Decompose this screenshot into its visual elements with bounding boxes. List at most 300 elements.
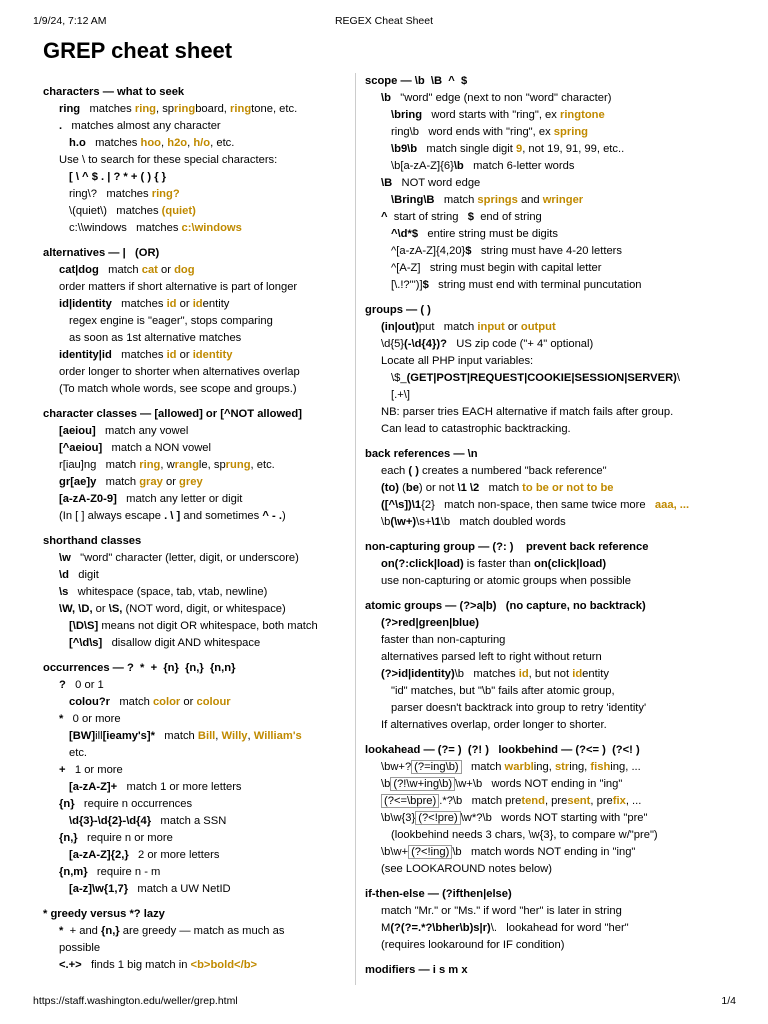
cheat-line bbox=[365, 192, 745, 209]
line-text: \d{3}-\d{2}-\d{4} bbox=[69, 815, 152, 827]
section-heading bbox=[43, 245, 353, 262]
line-text: \b match doubled words bbox=[440, 516, 566, 528]
line-text: alternatives — | (OR) bbox=[43, 247, 160, 259]
line-text: ^[A-Z] bbox=[391, 262, 421, 274]
line-text: , etc. bbox=[250, 459, 275, 471]
line-text: $ bbox=[422, 279, 429, 291]
line-text: disallow digit AND whitespace bbox=[102, 637, 261, 649]
line-text: and sometimes bbox=[180, 510, 263, 522]
line-text: or bbox=[176, 349, 193, 361]
line-text: matches bbox=[111, 349, 167, 361]
line-text: match any vowel bbox=[95, 425, 189, 437]
line-text: \ bbox=[676, 372, 680, 384]
match-example: Bill bbox=[197, 730, 216, 742]
line-text: string must have 4-20 letters bbox=[471, 245, 622, 257]
line-text: lookahead — (?= ) (?! ) lookbehind — (?<= ) (?<! ) bbox=[365, 744, 640, 756]
line-text: \1 bbox=[411, 499, 422, 511]
line-text: or bbox=[176, 298, 193, 310]
line-text: \b bbox=[381, 92, 391, 104]
cheat-line bbox=[43, 296, 353, 313]
cheat-line bbox=[365, 336, 745, 353]
line-text: or bbox=[180, 696, 197, 708]
cheat-line bbox=[365, 810, 745, 827]
match-example: tend bbox=[521, 795, 545, 807]
line-text: \s bbox=[59, 586, 69, 598]
line-text: \W, \D, bbox=[59, 603, 96, 615]
line-text: whitespace (space, tab, vtab, newline) bbox=[68, 586, 268, 598]
line-text: etc. bbox=[69, 747, 88, 759]
section-heading bbox=[365, 598, 745, 615]
section-heading bbox=[43, 660, 353, 677]
line-text: match 1 or more letters bbox=[117, 781, 242, 793]
section-gap bbox=[365, 438, 745, 446]
line-text: shorthand classes bbox=[43, 535, 142, 547]
line-text: [ieamy's]* bbox=[102, 730, 155, 742]
cheat-line bbox=[365, 421, 745, 438]
cheat-line bbox=[365, 700, 745, 717]
section-heading bbox=[43, 533, 353, 550]
match-example: warbl bbox=[504, 761, 534, 773]
cheat-line bbox=[43, 830, 353, 847]
section-gap bbox=[365, 734, 745, 742]
section-gap bbox=[365, 531, 745, 539]
line-text: order longer to shorter when alternatives overlap bbox=[59, 366, 300, 378]
cheat-line bbox=[365, 556, 745, 573]
line-text: (see LOOKAROUND notes below) bbox=[381, 863, 552, 875]
line-text: \b bbox=[453, 160, 464, 172]
cheat-line bbox=[43, 618, 353, 635]
line-text: (\w+) bbox=[390, 516, 417, 528]
cheat-line bbox=[43, 796, 353, 813]
line-text: use non-capturing or atomic groups when possible bbox=[381, 575, 631, 587]
line-text: . \ ] bbox=[164, 510, 181, 522]
line-text: le, sp bbox=[198, 459, 226, 471]
line-text: , bbox=[247, 730, 254, 742]
line-text: (NOT word, digit, or whitespace) bbox=[122, 603, 286, 615]
cheat-line bbox=[43, 711, 353, 728]
line-text: 2 or more letters bbox=[128, 849, 220, 861]
cheat-line bbox=[43, 847, 353, 864]
cheat-line bbox=[43, 508, 353, 525]
cheat-line bbox=[43, 279, 353, 296]
line-text: characters — what to seek bbox=[43, 86, 185, 98]
line-text: match bbox=[98, 264, 142, 276]
line-text: {n,m} bbox=[59, 866, 88, 878]
line-text: \s+ bbox=[416, 516, 432, 528]
match-example: h2o bbox=[167, 137, 188, 149]
cheat-line bbox=[365, 793, 745, 810]
cheat-line bbox=[43, 864, 353, 881]
cheat-line bbox=[365, 573, 745, 590]
print-url[interactable]: https://staff.washington.edu/weller/grep.html bbox=[33, 995, 238, 1007]
match-example: id bbox=[192, 298, 203, 310]
cheat-line bbox=[43, 677, 353, 694]
section-gap bbox=[365, 878, 745, 886]
line-text: , w bbox=[160, 459, 175, 471]
cheat-line bbox=[43, 118, 353, 135]
cheat-line bbox=[43, 491, 353, 508]
line-text: be bbox=[405, 482, 419, 494]
line-text: \w bbox=[59, 552, 71, 564]
section-heading bbox=[365, 539, 745, 556]
section-heading bbox=[43, 406, 353, 423]
line-text: "word" character (letter, digit, or underscore) bbox=[70, 552, 299, 564]
line-text: $ bbox=[467, 211, 474, 223]
line-text: \w+\b words NOT ending in "ing" bbox=[455, 778, 623, 790]
section-gap bbox=[43, 398, 353, 406]
line-text: string must begin with capital letter bbox=[420, 262, 602, 274]
line-text: is faster than bbox=[463, 558, 534, 570]
line-text: or bbox=[504, 321, 521, 333]
line-text: , bbox=[161, 137, 168, 149]
match-example: ring bbox=[139, 459, 161, 471]
line-text: [\.!?"')] bbox=[391, 279, 423, 291]
match-example: ring bbox=[174, 103, 196, 115]
line-text: \d bbox=[59, 569, 69, 581]
cheat-line bbox=[43, 381, 353, 398]
cheat-line bbox=[365, 90, 745, 107]
line-text: modifiers — i s m x bbox=[365, 964, 468, 976]
match-example: Willy bbox=[221, 730, 248, 742]
line-text: ^\d*$ bbox=[391, 228, 419, 240]
line-text: groups — ( ) bbox=[365, 304, 431, 316]
match-example: id bbox=[166, 349, 177, 361]
line-text: or bbox=[162, 476, 180, 488]
section-heading bbox=[365, 73, 745, 90]
cheat-line bbox=[43, 220, 353, 237]
cheat-line bbox=[43, 330, 353, 347]
line-text: NB: parser tries EACH alternative if match fails after group. bbox=[381, 406, 674, 418]
match-example: fish bbox=[590, 761, 611, 773]
line-text: possible bbox=[59, 942, 101, 954]
line-text: \b bbox=[381, 516, 391, 528]
print-datetime: 1/9/24, 7:12 AM bbox=[33, 15, 107, 27]
match-example: c:\windows bbox=[181, 222, 242, 234]
cheat-line bbox=[365, 861, 745, 878]
line-text: parser doesn't backtrack into group to retry 'identity' bbox=[391, 702, 647, 714]
line-text: r[iau]ng bbox=[59, 459, 97, 471]
cheat-line bbox=[365, 319, 745, 336]
line-text: as soon as 1st alternative matches bbox=[69, 332, 242, 344]
line-text: \$_ bbox=[391, 372, 407, 384]
line-text: match a NON vowel bbox=[102, 442, 212, 454]
section-gap bbox=[43, 652, 353, 660]
line-text: 1 or more bbox=[65, 764, 123, 776]
line-text: on(click|load) bbox=[533, 558, 607, 570]
line-text: , but not bbox=[528, 668, 573, 680]
line-text: ( bbox=[399, 482, 406, 494]
line-text: match bbox=[96, 476, 140, 488]
section-heading bbox=[43, 906, 353, 923]
lookaround-pattern: (?!\w+ing\b) bbox=[390, 777, 455, 791]
match-example: fix bbox=[612, 795, 626, 807]
line-text: * bbox=[59, 713, 64, 725]
cheat-line bbox=[365, 107, 745, 124]
line-text: [\D\S] bbox=[69, 620, 99, 632]
line-text: atomic groups — (?>a|b) (no capture, no backtrack) bbox=[365, 600, 646, 612]
line-text: \Bring\B bbox=[391, 194, 435, 206]
line-text: (in|out) bbox=[381, 321, 419, 333]
line-text: matches bbox=[106, 205, 162, 217]
match-example: springs bbox=[477, 194, 518, 206]
lookaround-pattern: (?<!pre) bbox=[415, 811, 460, 825]
cheat-line bbox=[365, 717, 745, 734]
cheat-line bbox=[365, 649, 745, 666]
cheat-line bbox=[43, 957, 353, 974]
cheat-line bbox=[43, 881, 353, 898]
match-example: id bbox=[572, 668, 583, 680]
line-text: require n - m bbox=[87, 866, 161, 878]
cheat-line bbox=[365, 260, 745, 277]
match-example: output bbox=[520, 321, 556, 333]
section-heading bbox=[365, 962, 745, 979]
line-text: "word" edge (next to non "word" character) bbox=[390, 92, 612, 104]
line-text: {2} match non-space, then same twice more bbox=[421, 499, 655, 511]
cheat-line bbox=[43, 347, 353, 364]
match-example: ring bbox=[230, 103, 252, 115]
line-text: match 6-letter words bbox=[463, 160, 575, 172]
line-text: \B bbox=[381, 177, 393, 189]
line-text: ( ) bbox=[408, 465, 419, 477]
line-text: scope — \b \B ^ $ bbox=[365, 75, 468, 87]
line-text: + bbox=[59, 764, 66, 776]
line-text: non-capturing group — (?: ) prevent back reference bbox=[365, 541, 649, 553]
line-text: id|identity bbox=[59, 298, 112, 310]
match-example: spring bbox=[553, 126, 588, 138]
line-text: \d{5} bbox=[381, 338, 405, 350]
section-gap bbox=[365, 954, 745, 962]
section-heading bbox=[365, 742, 745, 759]
section-gap bbox=[43, 898, 353, 906]
line-text: tone, etc. bbox=[251, 103, 298, 115]
match-example: William's bbox=[253, 730, 302, 742]
line-text: matches almost any character bbox=[62, 120, 221, 132]
line-text: c:\\windows bbox=[69, 222, 127, 234]
line-text: $ bbox=[465, 245, 472, 257]
line-text: matches bbox=[85, 137, 141, 149]
match-example: <b>bold</b> bbox=[190, 959, 258, 971]
line-text: [ \ ^ $ . | ? * + ( ) { } bbox=[69, 171, 167, 183]
line-text: faster than non-capturing bbox=[381, 634, 506, 646]
line-text: each bbox=[381, 465, 409, 477]
cheat-line bbox=[43, 567, 353, 584]
cheat-line bbox=[365, 226, 745, 243]
line-text: end of string bbox=[473, 211, 542, 223]
match-example: ring bbox=[134, 103, 156, 115]
line-text: finds 1 big match in bbox=[81, 959, 191, 971]
line-text: [a-z]\w{1,7} bbox=[69, 883, 129, 895]
cheat-line bbox=[43, 813, 353, 830]
line-text: (lookbehind needs 3 chars, \w{3}, to compare w/"pre") bbox=[391, 829, 658, 841]
match-example: aaa, ... bbox=[654, 499, 690, 511]
cheat-line bbox=[43, 474, 353, 491]
section-gap bbox=[43, 237, 353, 245]
line-text: identity|id bbox=[59, 349, 112, 361]
cheat-line bbox=[365, 759, 745, 776]
line-text: \b bbox=[391, 160, 401, 172]
cheat-line bbox=[365, 141, 745, 158]
cheat-line bbox=[43, 423, 353, 440]
line-text: match bbox=[479, 482, 523, 494]
cheat-line bbox=[43, 550, 353, 567]
line-text: , ... bbox=[625, 795, 642, 807]
line-text: ) or not bbox=[418, 482, 458, 494]
cheat-line bbox=[365, 632, 745, 649]
cheat-line bbox=[43, 135, 353, 152]
match-example: (quiet) bbox=[161, 205, 196, 217]
line-text: match a UW NetID bbox=[128, 883, 231, 895]
line-text: 0 or more bbox=[63, 713, 121, 725]
line-text: (In [ ] always escape bbox=[59, 510, 165, 522]
line-text: \w*?\b words NOT starting with "pre" bbox=[460, 812, 648, 824]
line-text: string must end with terminal puncutation bbox=[428, 279, 642, 291]
line-text: entity bbox=[202, 298, 230, 310]
line-text: * bbox=[59, 925, 64, 937]
line-text: ^ bbox=[381, 211, 388, 223]
line-text: * greedy versus *? lazy bbox=[43, 908, 165, 920]
line-text: match bbox=[461, 761, 505, 773]
line-text: board, bbox=[195, 103, 231, 115]
line-text: back references — \n bbox=[365, 448, 478, 460]
lookaround-pattern: (?=ing\b) bbox=[411, 760, 461, 774]
print-page-number: 1/4 bbox=[721, 995, 736, 1007]
line-text: or bbox=[95, 603, 109, 615]
line-text: (GET|POST|REQUEST|COOKIE|SESSION|SERVER) bbox=[406, 372, 677, 384]
line-text: \b\w{3} bbox=[381, 812, 416, 824]
line-text: occurrences — ? * + {n} {n,} {n,n} bbox=[43, 662, 236, 674]
line-text: ill bbox=[95, 730, 103, 742]
line-text: \. lookahead for word "her" bbox=[490, 922, 629, 934]
line-text: put match bbox=[418, 321, 478, 333]
line-text: [BW] bbox=[69, 730, 96, 742]
line-text: are greedy — match as much as bbox=[119, 925, 285, 937]
match-example: identity bbox=[192, 349, 233, 361]
line-text: ring bbox=[59, 103, 81, 115]
match-example: rang bbox=[174, 459, 199, 471]
line-text: 0 or 1 bbox=[65, 679, 104, 691]
right-column bbox=[365, 73, 745, 979]
match-example: grey bbox=[179, 476, 203, 488]
line-text: M bbox=[381, 922, 391, 934]
line-text: start of string bbox=[387, 211, 468, 223]
line-text: \b\w+ bbox=[381, 846, 409, 858]
line-text: ([^\s]) bbox=[381, 499, 412, 511]
lookaround-pattern: (?<=\bpre) bbox=[381, 794, 439, 808]
line-text: match bbox=[96, 459, 140, 471]
match-example: input bbox=[477, 321, 505, 333]
cheat-line bbox=[365, 514, 745, 531]
cheat-line bbox=[365, 480, 745, 497]
line-text: [.+\] bbox=[391, 389, 410, 401]
line-text: \(quiet\) bbox=[69, 205, 107, 217]
line-text: NOT word edge bbox=[392, 177, 481, 189]
line-text: [aeiou] bbox=[59, 425, 96, 437]
line-text: \bw+? bbox=[381, 761, 412, 773]
match-example: h/o bbox=[193, 137, 211, 149]
line-text: on(?:click|load) bbox=[381, 558, 464, 570]
cheat-line bbox=[365, 370, 745, 387]
cheat-line bbox=[365, 683, 745, 700]
match-example: ring? bbox=[151, 188, 180, 200]
line-text: Locate all PHP input variables: bbox=[381, 355, 534, 367]
line-text: (?(?=.*?\bher\b)s|r) bbox=[390, 922, 491, 934]
line-text: cat|dog bbox=[59, 264, 99, 276]
match-example: id bbox=[166, 298, 177, 310]
line-text: \S, bbox=[108, 603, 123, 615]
line-text: require n occurrences bbox=[74, 798, 193, 810]
line-text: match any letter or digit bbox=[116, 493, 243, 505]
line-text: \b bbox=[381, 778, 391, 790]
line-text: \b9\b bbox=[391, 143, 418, 155]
line-text: [^\d\s] bbox=[69, 637, 103, 649]
cheat-line bbox=[43, 457, 353, 474]
cheat-line bbox=[365, 666, 745, 683]
match-example: color bbox=[152, 696, 181, 708]
line-text: ring\b bbox=[391, 126, 419, 138]
section-gap bbox=[43, 525, 353, 533]
cheat-line bbox=[43, 779, 353, 796]
line-text: match a SSN bbox=[151, 815, 227, 827]
line-text: ? bbox=[59, 679, 66, 691]
line-text: [a-zA-Z]{6} bbox=[400, 160, 454, 172]
cheat-line bbox=[365, 827, 745, 844]
left-column bbox=[43, 84, 353, 974]
match-example: dog bbox=[174, 264, 195, 276]
cheat-line bbox=[365, 463, 745, 480]
line-text: matches bbox=[80, 103, 135, 115]
line-text: creates a numbered "back reference" bbox=[418, 465, 607, 477]
line-text: {n} bbox=[59, 798, 75, 810]
cheat-line bbox=[43, 584, 353, 601]
match-example: colour bbox=[196, 696, 231, 708]
line-text: + and bbox=[63, 925, 101, 937]
match-example: rung bbox=[225, 459, 251, 471]
line-text: (?>id|identity) bbox=[381, 668, 455, 680]
cheat-line bbox=[43, 762, 353, 779]
cheat-line bbox=[43, 364, 353, 381]
line-text: \b match words NOT ending in "ing" bbox=[452, 846, 636, 858]
cheat-line bbox=[365, 920, 745, 937]
line-text: ring\? bbox=[69, 188, 97, 200]
line-text: <.+> bbox=[59, 959, 82, 971]
line-text: .*?\b match pre bbox=[439, 795, 522, 807]
line-text: require n or more bbox=[77, 832, 173, 844]
line-text: regex engine is "eager", stops comparing bbox=[69, 315, 273, 327]
match-example: to be or not to be bbox=[522, 482, 614, 494]
line-text: \1 bbox=[431, 516, 441, 528]
line-text: ing, ... bbox=[610, 761, 641, 773]
line-text: match bbox=[154, 730, 198, 742]
line-text: , pre bbox=[544, 795, 568, 807]
section-heading bbox=[365, 302, 745, 319]
line-text: match bbox=[434, 194, 478, 206]
cheat-line bbox=[365, 209, 745, 226]
match-example: str bbox=[554, 761, 570, 773]
line-text: "id" matches, but "\b" fails after atomic group, bbox=[391, 685, 615, 697]
cheat-line bbox=[43, 169, 353, 186]
match-example: hoo bbox=[140, 137, 162, 149]
line-text: ing, bbox=[533, 761, 555, 773]
line-text: entire string must be digits bbox=[418, 228, 558, 240]
line-text: ing, bbox=[569, 761, 591, 773]
line-text: (To match whole words, see scope and groups.) bbox=[59, 383, 297, 395]
line-text: {n,} bbox=[101, 925, 120, 937]
cheat-line bbox=[365, 844, 745, 861]
cheat-line bbox=[43, 694, 353, 711]
line-text: word starts with "ring", ex bbox=[422, 109, 560, 121]
line-text: or bbox=[157, 264, 175, 276]
line-text: Can lead to catastrophic backtracking. bbox=[381, 423, 571, 435]
